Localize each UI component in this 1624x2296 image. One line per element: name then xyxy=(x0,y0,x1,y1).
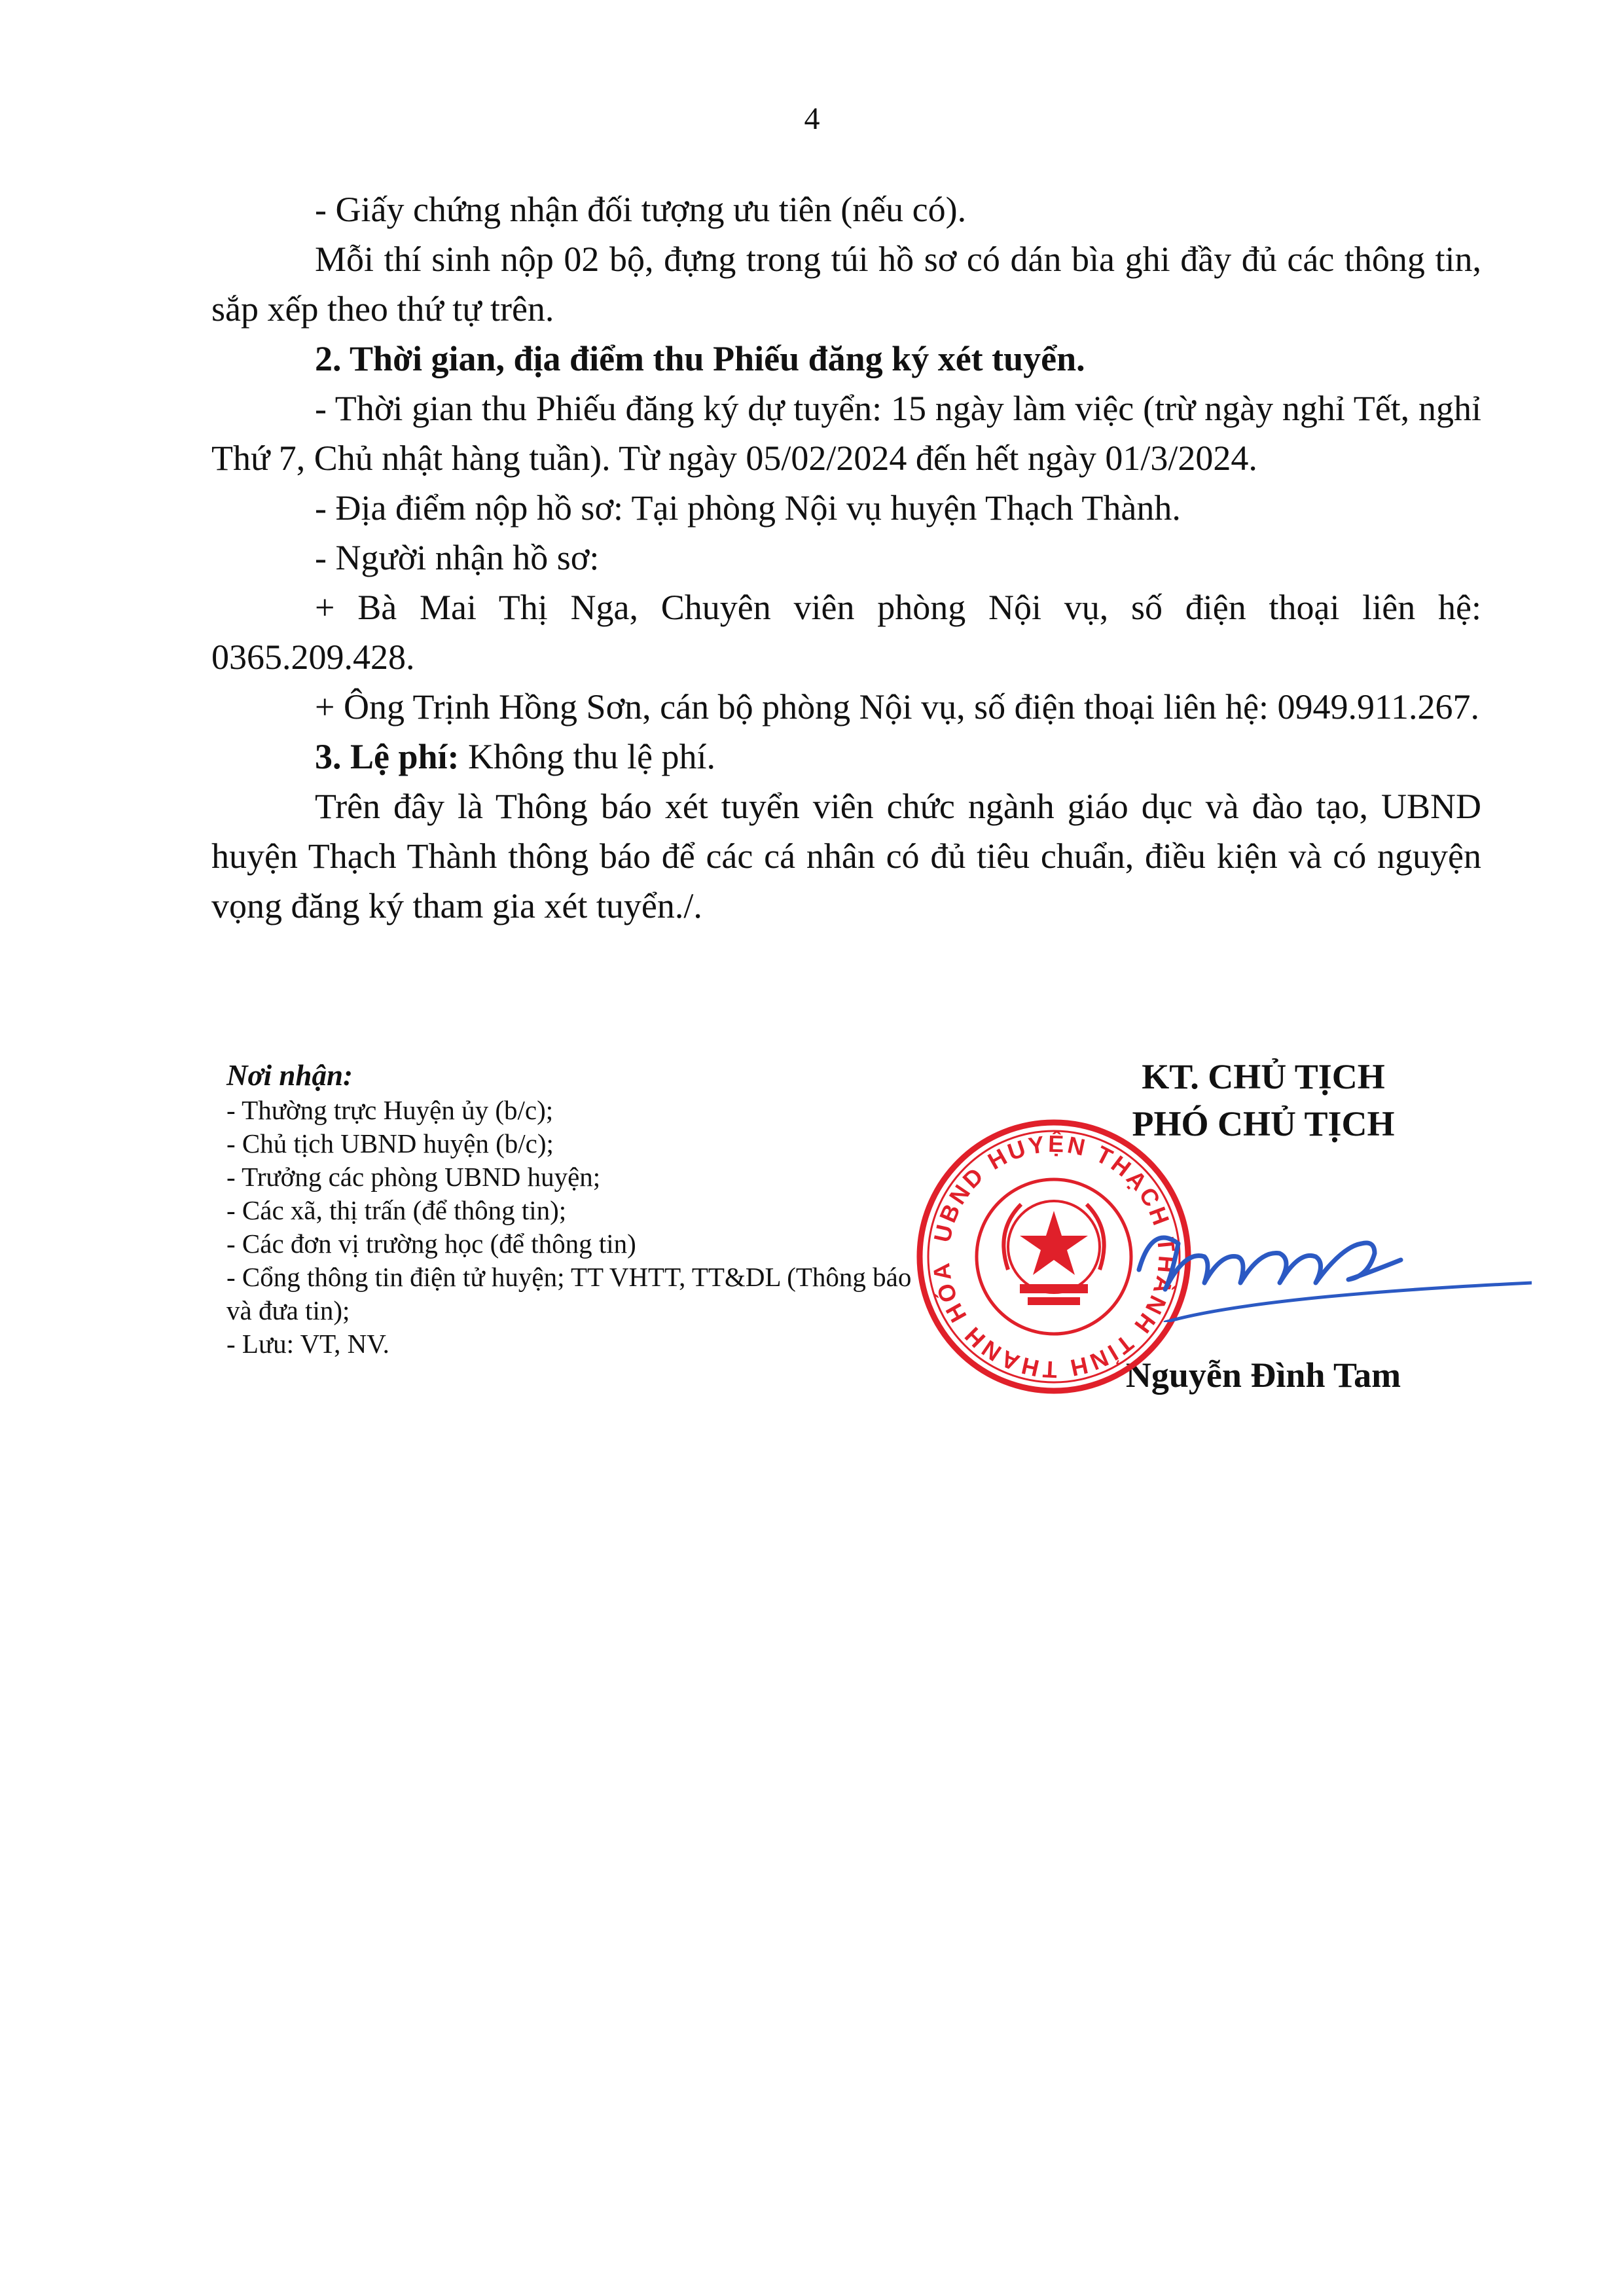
paragraph: + Bà Mai Thị Nga, Chuyên viên phòng Nội vụ, số điện thoại liên hệ: 0365.209.428. xyxy=(211,588,1481,677)
recipient-item: - Lưu: VT, NV. xyxy=(226,1329,389,1359)
paragraph: Mỗi thí sinh nộp 02 bộ, đựng trong túi hồ sơ có dán bìa ghi đầy đủ các thông tin, sắp xếp theo thứ tự trên. xyxy=(211,240,1481,329)
paragraph: - Địa điểm nộp hồ sơ: Tại phòng Nội vụ huyện Thạch Thành. xyxy=(315,488,1181,528)
paragraph: - Giấy chứng nhận đối tượng ưu tiên (nếu có). xyxy=(315,190,967,229)
closing-paragraph: Trên đây là Thông báo xét tuyển viên chức ngành giáo dục và đào tạo, UBND huyện Thạch Thành thông báo để các cá nhân có đủ tiêu chuẩn, điều kiện và có nguyện vọng đăng ký tham gia xét tuyển./. xyxy=(211,787,1481,925)
recipient-item: - Các xã, thị trấn (để thông tin); xyxy=(226,1195,567,1225)
signer-name: Nguyễn Đình Tam xyxy=(1125,1355,1401,1395)
recipient-item: - Chủ tịch UBND huyện (b/c); xyxy=(226,1128,554,1158)
seal-ring-text: UBND HUYỆN THẠCH THÀNH TỈNH THANH HÓA xyxy=(927,1130,1181,1384)
recipient-item: - Trưởng các phòng UBND huyện; xyxy=(226,1162,601,1192)
recipient-item: - Thường trực Huyện ủy (b/c); xyxy=(226,1095,554,1125)
recipients-block xyxy=(226,1057,920,1361)
recipient-item: - Cổng thông tin điện tử huyện; TT VHTT, TT&DL (Thông báo và đưa tin); xyxy=(226,1262,912,1325)
signer-title: KT. CHỦ TỊCH xyxy=(1142,1057,1385,1096)
recipients-title: Nơi nhận: xyxy=(226,1059,353,1092)
fee-text: Không thu lệ phí. xyxy=(459,737,716,776)
page-number: 4 xyxy=(804,101,820,136)
paragraph: - Thời gian thu Phiếu đăng ký dự tuyển: 15 ngày làm việc (trừ ngày nghỉ Tết, nghỉ Thứ 7, Chủ nhật hàng tuần). Từ ngày 05/02/2024 đến hết ngày 01/3/2024. xyxy=(211,389,1481,478)
document-body xyxy=(211,185,1481,931)
fee-paragraph xyxy=(211,732,1481,781)
paragraph: + Ông Trịnh Hồng Sơn, cán bộ phòng Nội vụ, số điện thoại liên hệ: 0949.911.267. xyxy=(315,687,1479,726)
paragraph: - Người nhận hồ sơ: xyxy=(315,538,600,577)
section-heading: 2. Thời gian, địa điểm thu Phiếu đăng ký xét tuyển. xyxy=(315,339,1085,378)
fee-heading: 3. Lệ phí: xyxy=(315,737,460,776)
signer-position: PHÓ CHỦ TỊCH xyxy=(1132,1104,1395,1143)
signature-image xyxy=(1126,1191,1532,1322)
recipient-item: - Các đơn vị trường học (để thông tin) xyxy=(226,1229,636,1259)
